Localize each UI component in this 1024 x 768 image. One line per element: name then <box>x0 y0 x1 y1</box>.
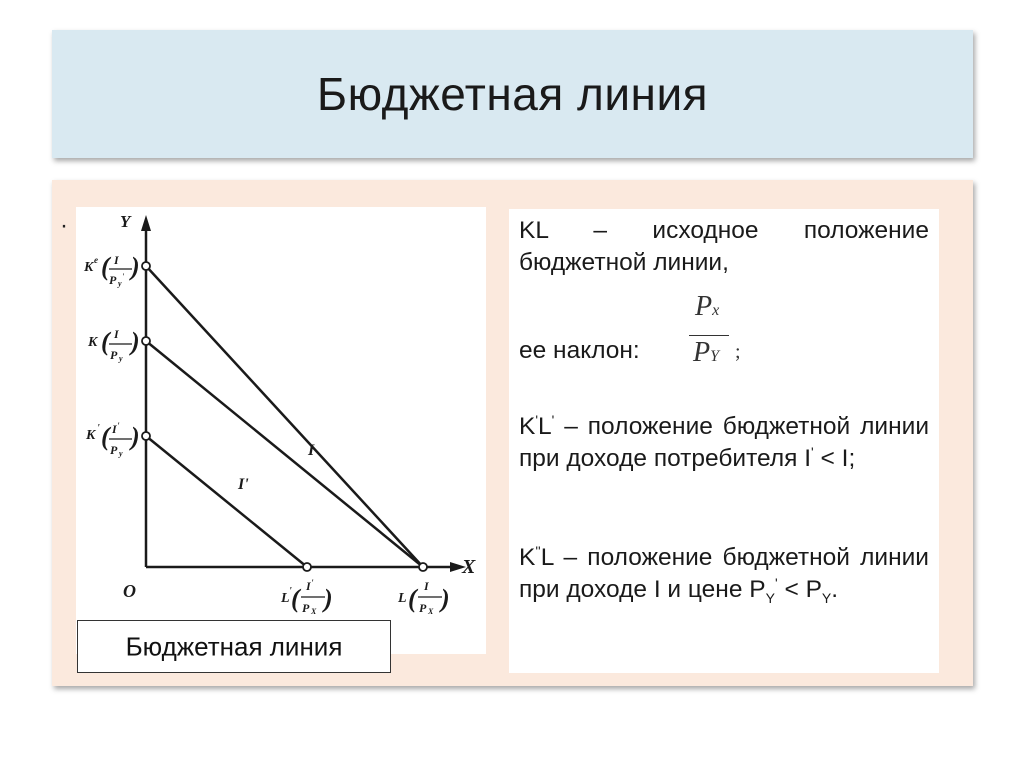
paragraph-kl: KL – исходное положение бюджетной линии, <box>519 217 929 276</box>
bullet: · <box>60 212 68 239</box>
origin-label: O <box>123 581 136 601</box>
axis-y-label: Y <box>120 212 131 231</box>
slope-row <box>519 291 819 381</box>
axis-x-label: X <box>462 556 476 578</box>
svg-text:K: K <box>88 335 98 350</box>
label-k-prime <box>85 421 140 458</box>
svg-text:y: y <box>119 354 123 363</box>
diagram-caption: Бюджетная линия <box>125 631 343 661</box>
label-k <box>87 327 140 363</box>
line-label-i: I <box>308 442 315 459</box>
svg-text:): ) <box>131 252 140 281</box>
svg-text:I: I <box>112 422 117 436</box>
svg-text:): ) <box>441 584 450 613</box>
point-l <box>419 563 427 571</box>
paragraph-k-double-prime-l: K''L – положение бюджетной линии при доходе I и цене $P_Y' < P_Y$. <box>519 542 929 606</box>
label-k-double-prime <box>83 252 140 288</box>
budget-line-kl <box>146 341 423 567</box>
title-band <box>52 30 973 158</box>
diagram-panel <box>76 207 486 654</box>
point-k-double-prime <box>142 262 150 270</box>
svg-text:(: ( <box>408 584 417 613</box>
svg-text:P: P <box>302 601 310 615</box>
y-axis-arrow <box>141 215 151 231</box>
svg-text:): ) <box>131 327 140 356</box>
budget-line-k-double-prime-l <box>146 266 423 567</box>
paragraph-k-prime-l-prime: K'L' – положение бюджетной линии при доходе потребителя I' < I; <box>519 411 929 472</box>
svg-text:I: I <box>424 579 429 593</box>
point-k <box>142 337 150 345</box>
diagram-caption-box <box>77 620 391 673</box>
fraction-bar <box>689 335 729 336</box>
svg-text:P: P <box>419 601 427 615</box>
svg-text:': ' <box>289 586 292 597</box>
svg-text:X: X <box>311 607 317 616</box>
svg-text:I: I <box>114 253 119 267</box>
slope-fraction <box>689 291 739 381</box>
svg-text:e: e <box>94 255 98 265</box>
svg-text:P: P <box>110 443 118 457</box>
svg-text:I: I <box>114 327 119 341</box>
budget-line-diagram <box>76 207 486 654</box>
point-k-prime <box>142 432 150 440</box>
svg-text:): ) <box>131 422 140 451</box>
svg-text:P: P <box>109 273 117 287</box>
point-l-prime <box>303 563 311 571</box>
svg-text:': ' <box>122 272 125 281</box>
slope-label: ее наклон: <box>519 337 640 364</box>
svg-text:X: X <box>428 607 434 616</box>
svg-text:(: ( <box>101 327 110 356</box>
line-label-i-prime: I' <box>238 476 249 493</box>
slope-semicolon: ; <box>735 341 741 363</box>
svg-text:y: y <box>119 449 123 458</box>
svg-text:K: K <box>84 260 94 275</box>
text-panel <box>509 209 939 673</box>
svg-text:L: L <box>398 591 407 606</box>
budget-line-k-prime-l-prime <box>146 436 307 567</box>
svg-text:': ' <box>117 421 120 431</box>
slope-numerator: Px <box>695 291 720 322</box>
svg-text:y: y <box>118 279 122 288</box>
label-l <box>397 579 450 616</box>
svg-text:(: ( <box>291 584 300 613</box>
svg-text:': ' <box>311 578 314 588</box>
slope-denominator: PY <box>693 337 720 368</box>
label-l-prime <box>280 578 333 616</box>
svg-text:(: ( <box>101 252 110 281</box>
svg-text:): ) <box>324 584 333 613</box>
slide-title: Бюджетная линия <box>316 68 709 120</box>
svg-text:L: L <box>281 591 290 606</box>
svg-text:I: I <box>306 579 311 593</box>
svg-text:(: ( <box>101 422 110 451</box>
svg-text:': ' <box>97 423 100 434</box>
svg-text:K: K <box>86 428 96 443</box>
svg-text:P: P <box>110 348 118 362</box>
